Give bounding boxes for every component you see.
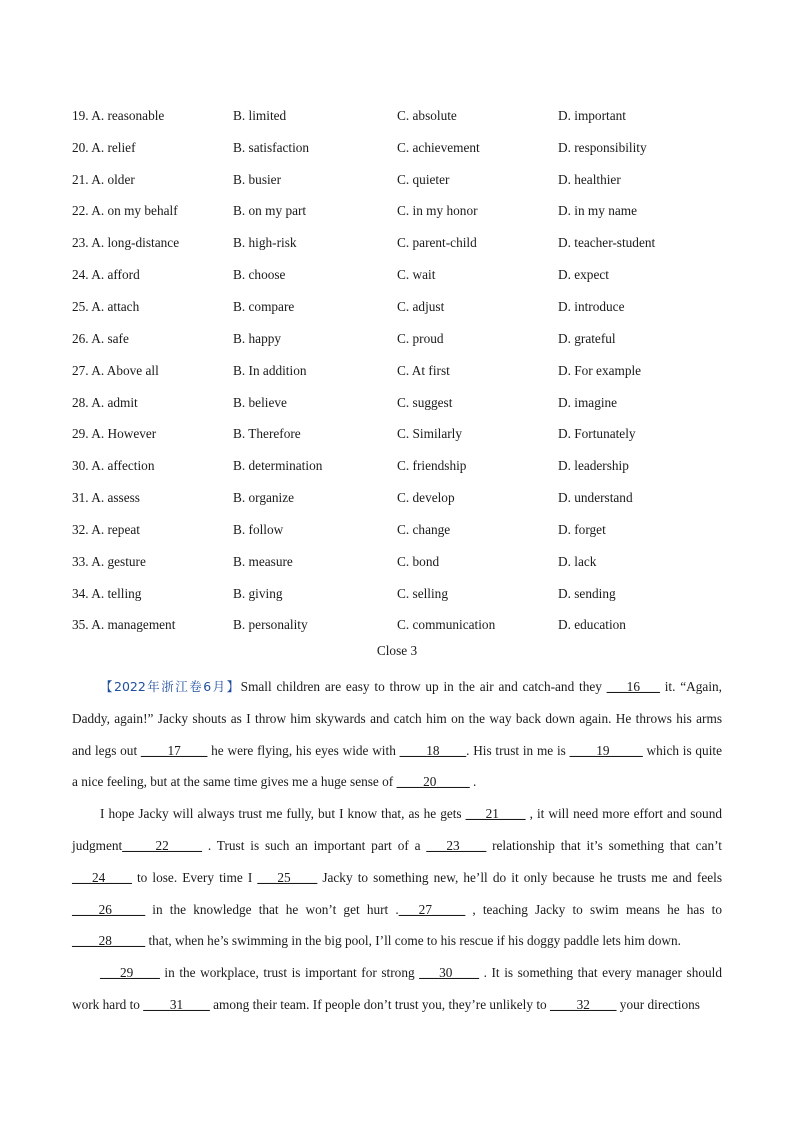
option-b[interactable]: B. choose — [233, 267, 286, 283]
option-c[interactable]: C. absolute — [397, 107, 457, 123]
option-row — [72, 164, 732, 196]
option-a[interactable] — [72, 299, 233, 315]
option-b[interactable]: B. satisfaction — [233, 139, 310, 155]
options-table — [72, 100, 732, 641]
option-a[interactable] — [72, 522, 233, 538]
option-c[interactable]: C. quieter — [397, 171, 450, 187]
option-a-text: older — [107, 171, 135, 187]
question-number: 32. A. — [72, 521, 108, 537]
option-a-text: affection — [107, 458, 155, 474]
question-number: 19. A. — [72, 107, 108, 123]
option-d[interactable]: D. in my name — [558, 203, 638, 219]
option-c[interactable]: C. wait — [397, 267, 436, 283]
blank-18[interactable]: ____18____ — [399, 742, 467, 758]
text: I hope Jacky will always trust me fully, but I know that, as he gets — [100, 806, 466, 822]
text: your directions — [616, 996, 700, 1012]
option-a-text: gesture — [107, 553, 146, 569]
text: . It is something that every manager should work hard to — [72, 965, 723, 1012]
option-d[interactable]: D. understand — [558, 490, 633, 506]
option-row — [72, 291, 732, 323]
option-d[interactable]: D. grateful — [558, 330, 616, 346]
passage — [72, 671, 722, 1021]
option-row — [72, 100, 732, 132]
option-a[interactable] — [72, 108, 233, 124]
question-number: 21. A. — [72, 171, 108, 187]
question-number: 24. A. — [72, 267, 108, 283]
blank-31[interactable]: ____31____ — [143, 996, 210, 1012]
option-d[interactable]: D. imagine — [558, 394, 618, 410]
option-c[interactable]: C. parent-child — [397, 235, 477, 251]
option-a[interactable] — [72, 172, 233, 188]
option-b[interactable]: B. personality — [233, 617, 308, 633]
option-d[interactable]: D. leadership — [558, 458, 629, 474]
option-a[interactable] — [72, 395, 233, 411]
option-a[interactable] — [72, 363, 233, 379]
option-b[interactable]: B. on my part — [233, 203, 307, 219]
option-row — [72, 610, 732, 642]
option-c[interactable]: C. proud — [397, 330, 444, 346]
option-row — [72, 227, 732, 259]
question-number: 26. A. — [72, 330, 108, 346]
option-b[interactable]: B. limited — [233, 107, 287, 123]
text: he were flying, his eyes wide with — [207, 742, 400, 758]
question-number: 23. A. — [72, 235, 108, 251]
blank-26[interactable]: ____26_____ — [72, 901, 146, 917]
option-a[interactable] — [72, 617, 233, 633]
option-a[interactable] — [72, 426, 233, 442]
option-a-text: attach — [107, 298, 140, 314]
option-a-text: telling — [107, 585, 142, 601]
text: , teaching Jacky to swim means he has to — [465, 901, 722, 917]
option-a[interactable] — [72, 267, 233, 283]
text: Small children are easy to throw up in the air and catch-and they — [240, 679, 607, 694]
option-row — [72, 355, 732, 387]
option-row — [72, 578, 732, 610]
option-d[interactable]: D. sending — [558, 585, 616, 601]
blank-23[interactable]: ___23____ — [426, 837, 487, 853]
option-d[interactable]: D. responsibility — [558, 139, 647, 155]
option-b[interactable]: B. determination — [233, 458, 323, 474]
text: that, when he’s swimming in the big pool, I’ll come to his rescue if his doggy paddle lets him down. — [145, 933, 682, 949]
text: . His trust in me is — [466, 742, 570, 758]
option-a[interactable] — [72, 331, 233, 347]
option-a-text: on my behalf — [107, 203, 178, 219]
question-number: 25. A. — [72, 298, 108, 314]
option-d[interactable]: D. teacher-student — [558, 235, 656, 251]
text: which is quite a nice feeling, but at the same time gives me a huge sense of — [72, 742, 722, 790]
blank-32[interactable]: ____32____ — [550, 996, 617, 1012]
option-a-text: admit — [107, 394, 138, 410]
option-b[interactable]: B. Therefore — [233, 426, 301, 442]
option-a-text: long-distance — [107, 235, 180, 251]
option-b[interactable]: B. measure — [233, 553, 293, 569]
option-a-text: repeat — [107, 521, 140, 537]
question-number: 31. A. — [72, 490, 108, 506]
option-row — [72, 546, 732, 578]
option-c[interactable]: C. suggest — [397, 394, 453, 410]
text: Jacky to something new, he’ll do it only because he trusts me and feels — [317, 869, 722, 885]
blank-17[interactable]: ____17____ — [140, 742, 208, 758]
option-b[interactable]: B. In addition — [233, 362, 307, 378]
question-number: 27. A. — [72, 362, 107, 378]
option-a[interactable] — [72, 490, 233, 506]
question-number: 22. A. — [72, 203, 108, 219]
section-title: Close 3 — [376, 643, 418, 658]
option-b[interactable]: B. busier — [233, 171, 282, 187]
blank-20[interactable]: ____20_____ — [396, 774, 470, 790]
option-b[interactable]: B. giving — [233, 585, 283, 601]
option-row — [72, 514, 732, 546]
option-a[interactable] — [72, 458, 233, 474]
option-row — [72, 259, 732, 291]
option-a[interactable] — [72, 203, 233, 219]
text: . Trust is such an important part of a — [202, 837, 427, 853]
option-c[interactable]: C. selling — [397, 585, 448, 601]
option-d[interactable]: D. expect — [558, 267, 609, 283]
option-b[interactable]: B. believe — [233, 394, 287, 410]
option-row — [72, 387, 732, 419]
option-d[interactable]: D. education — [558, 617, 626, 633]
option-d[interactable]: D. important — [558, 107, 626, 123]
question-number: 35. A. — [72, 617, 108, 633]
text: . — [469, 774, 477, 790]
option-b[interactable]: B. organize — [233, 490, 295, 506]
option-row — [72, 418, 732, 450]
question-number: 34. A. — [72, 585, 108, 601]
option-b[interactable]: B. happy — [233, 330, 282, 346]
option-c[interactable]: C. bond — [397, 553, 440, 569]
option-a-text: management — [107, 617, 176, 633]
option-a[interactable] — [72, 586, 233, 602]
option-a-text: Above all — [106, 362, 159, 378]
option-d[interactable]: D. Fortunately — [558, 426, 636, 442]
option-row — [72, 132, 732, 164]
question-number: 20. A. — [72, 139, 108, 155]
text: relationship that it’s something that can’t — [486, 837, 723, 853]
blank-30[interactable]: ___30____ — [419, 965, 480, 981]
option-c[interactable]: C. communication — [397, 617, 496, 633]
option-a-text: However — [107, 426, 157, 442]
blank-16[interactable]: ___16___ — [606, 679, 660, 694]
option-row — [72, 482, 732, 514]
text: among their team. If people don’t trust you, they’re unlikely to — [209, 996, 550, 1012]
option-c[interactable]: C. in my honor — [397, 203, 478, 219]
paragraph-1 — [72, 671, 722, 798]
option-row — [72, 450, 732, 482]
option-b[interactable]: B. compare — [233, 298, 295, 314]
blank-21[interactable]: ___21____ — [465, 806, 526, 822]
option-c[interactable]: C. At first — [397, 362, 450, 378]
option-a-text: assess — [107, 490, 140, 506]
option-a-text: afford — [107, 267, 140, 283]
blank-19[interactable]: ____19_____ — [569, 742, 643, 758]
option-c[interactable]: C. Similarly — [397, 426, 463, 442]
option-d[interactable]: D. lack — [558, 553, 597, 569]
blank-27[interactable]: ___27_____ — [398, 901, 466, 917]
source-tag: 【2022年浙江卷6月】 — [100, 679, 241, 694]
option-a[interactable] — [72, 554, 233, 570]
option-c[interactable]: C. friendship — [397, 458, 467, 474]
option-a[interactable] — [72, 235, 233, 251]
option-row — [72, 323, 732, 355]
blank-28[interactable]: ____28_____ — [72, 933, 146, 949]
text: in the workplace, trust is important for strong — [159, 965, 420, 981]
option-b[interactable]: B. high-risk — [233, 235, 297, 251]
option-a-text: relief — [107, 139, 136, 155]
text: to lose. Every time I — [131, 869, 258, 885]
paragraph-2 — [72, 798, 722, 957]
option-row — [72, 196, 732, 228]
blank-25[interactable]: ___25____ — [257, 869, 318, 885]
question-number: 30. A. — [72, 458, 108, 474]
text: in the knowledge that he won’t get hurt . — [145, 901, 399, 917]
blank-24[interactable]: ___24____ — [72, 869, 132, 885]
text: , it will need more effort and sound judgment — [72, 806, 722, 853]
blank-29[interactable]: ___29____ — [100, 965, 160, 981]
option-d[interactable]: D. healthier — [558, 171, 621, 187]
option-a[interactable] — [72, 140, 233, 156]
paragraph-3 — [72, 957, 722, 1021]
option-c[interactable]: C. change — [397, 521, 451, 537]
option-c[interactable]: C. adjust — [397, 298, 445, 314]
option-d[interactable]: D. For example — [558, 362, 642, 378]
option-a-text: safe — [107, 330, 129, 346]
question-number: 33. A. — [72, 553, 108, 569]
question-number: 28. A. — [72, 394, 108, 410]
text: it. “Again, Daddy, again!” Jacky shouts as I throw him skywards and catch him on the way back down again. He throws his arms and legs out — [72, 679, 722, 758]
option-b[interactable]: B. follow — [233, 521, 284, 537]
option-d[interactable]: D. introduce — [558, 298, 625, 314]
option-a-text: reasonable — [107, 107, 165, 123]
option-c[interactable]: C. develop — [397, 490, 455, 506]
blank-22[interactable]: _____22_____ — [122, 837, 203, 853]
question-number: 29. A. — [72, 426, 108, 442]
option-c[interactable]: C. achievement — [397, 139, 480, 155]
option-d[interactable]: D. forget — [558, 521, 606, 537]
